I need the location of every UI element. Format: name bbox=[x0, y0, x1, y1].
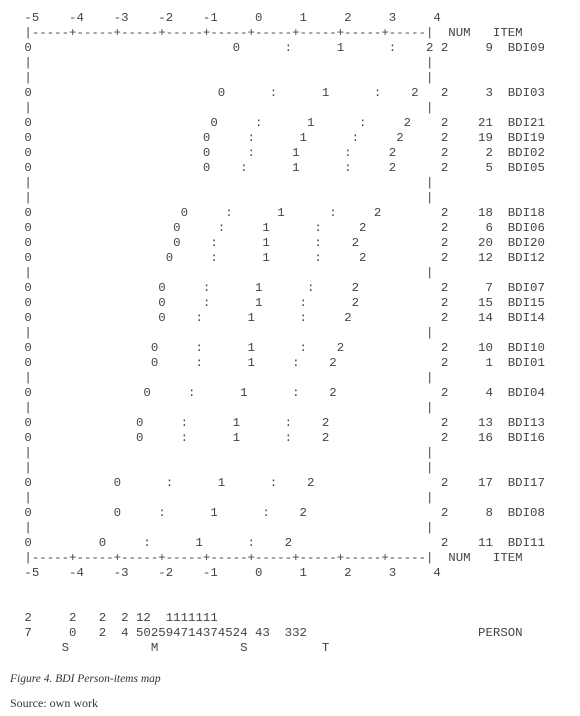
map-line: 0 0 : 1 : 2 2 10 BDI10 bbox=[17, 341, 545, 355]
map-line: 0 0 : 1 : 2 2 9 BDI09 bbox=[17, 41, 545, 55]
map-line: 0 0 : 1 : 2 2 18 BDI18 bbox=[17, 206, 545, 220]
map-line: | | bbox=[17, 101, 434, 115]
map-line: 0 0 : 1 : 2 2 14 BDI14 bbox=[17, 311, 545, 325]
source-note: Source: own work bbox=[10, 696, 98, 710]
map-line: | | bbox=[17, 176, 434, 190]
map-line: | | bbox=[17, 191, 434, 205]
map-line: 0 0 : 1 : 2 2 19 BDI19 bbox=[17, 131, 545, 145]
map-line: 0 0 : 1 : 2 2 1 BDI01 bbox=[17, 356, 545, 370]
map-line: | | bbox=[17, 401, 434, 415]
map-line: | | bbox=[17, 326, 434, 340]
map-line: 0 0 : 1 : 2 2 15 BDI15 bbox=[17, 296, 545, 310]
map-line: | | bbox=[17, 446, 434, 460]
map-line: 0 0 : 1 : 2 2 16 BDI16 bbox=[17, 431, 545, 445]
map-line: 0 0 : 1 : 2 2 21 BDI21 bbox=[17, 116, 545, 130]
map-line: 0 0 : 1 : 2 2 20 BDI20 bbox=[17, 236, 545, 250]
map-line: 0 0 : 1 : 2 2 8 BDI08 bbox=[17, 506, 545, 520]
map-line: 0 0 : 1 : 2 2 13 BDI13 bbox=[17, 416, 545, 430]
map-line: 0 0 : 1 : 2 2 5 BDI05 bbox=[17, 161, 545, 175]
map-line: 0 0 : 1 : 2 2 2 BDI02 bbox=[17, 146, 545, 160]
map-line: 0 0 : 1 : 2 2 11 BDI11 bbox=[17, 536, 545, 550]
map-line: 0 0 : 1 : 2 2 3 BDI03 bbox=[17, 86, 545, 100]
map-line: | | bbox=[17, 71, 434, 85]
map-line: | | bbox=[17, 491, 434, 505]
map-line: |-----+-----+-----+-----+-----+-----+-----+-----+-----| NUM ITEM bbox=[17, 26, 523, 40]
map-line: | | bbox=[17, 461, 434, 475]
map-line: | | bbox=[17, 371, 434, 385]
map-line: 0 0 : 1 : 2 2 17 BDI17 bbox=[17, 476, 545, 490]
map-line: 0 0 : 1 : 2 2 4 BDI04 bbox=[17, 386, 545, 400]
map-line: 7 0 2 4 502594714374524 43 332 PERSON bbox=[17, 626, 523, 640]
map-line: 0 0 : 1 : 2 2 12 BDI12 bbox=[17, 251, 545, 265]
map-line: -5 -4 -3 -2 -1 0 1 2 3 4 bbox=[17, 566, 441, 580]
map-line: 2 2 2 2 12 1111111 bbox=[17, 611, 218, 625]
map-line: S M S T bbox=[17, 641, 330, 655]
figure-caption: Figure 4. BDI Person-items map bbox=[10, 673, 161, 685]
map-line: |-----+-----+-----+-----+-----+-----+-----+-----+-----| NUM ITEM bbox=[17, 551, 523, 565]
map-line: 0 0 : 1 : 2 2 6 BDI06 bbox=[17, 221, 545, 235]
map-line: -5 -4 -3 -2 -1 0 1 2 3 4 bbox=[17, 11, 441, 25]
map-line: 0 0 : 1 : 2 2 7 BDI07 bbox=[17, 281, 545, 295]
map-line: | | bbox=[17, 266, 434, 280]
map-line: | | bbox=[17, 56, 434, 70]
map-line: | | bbox=[17, 521, 434, 535]
